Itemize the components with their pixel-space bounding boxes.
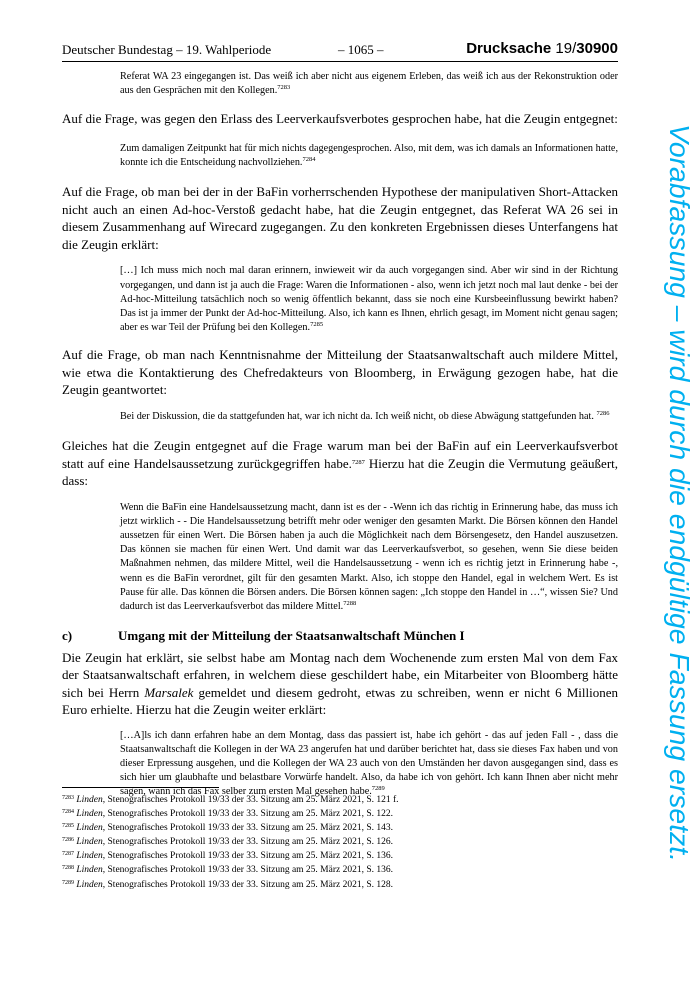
header-doc-label: Drucksache [466, 40, 556, 57]
footnote-number: 7283 [62, 795, 74, 801]
body-paragraph: Auf die Frage, ob man nach Kenntnisnahme der Mitteilung der Staatsanwaltschaft auch mildere Mittel, wie etwa die Kontaktierung des Chefredakteurs von Bloomberg, in Erwägung gezogen habe, hat die Zeugin geantwortet: [62, 347, 618, 398]
section-heading [62, 627, 618, 645]
footnote-ref[interactable]: 7283 [277, 84, 291, 92]
footnote-ref[interactable]: 7289 [371, 785, 385, 793]
section-number: c) [62, 628, 73, 644]
footnote-name: Linden [76, 795, 103, 805]
footnote-name: Linden [76, 865, 103, 876]
draft-watermark [648, 124, 696, 864]
footnote-text: , Stenografisches Protokoll 19/33 der 33. Sitzung am 25. März 2021, S. 121 f. [102, 795, 399, 805]
footnote-text: , Stenografisches Protokoll 19/33 der 33. Sitzung am 25. März 2021, S. 128. [102, 879, 394, 890]
person-name: Marsalek [144, 684, 194, 700]
footnote [62, 821, 618, 835]
watermark-text: Vorabfassung – wird durch die endgültige Fassung ersetzt. [664, 124, 695, 853]
header-doc-number: 30900 [576, 40, 618, 57]
body-paragraph [62, 649, 618, 719]
footnote-name: Linden [76, 851, 103, 862]
quote-text: […] Ich muss mich noch mal daran erinnern, inwieweit wir da auch vorgegangen sind. Aber wir sind in der Richtung vorgegangen, und dann ist ja auch die Frage: Waren die Informationen - also, wenn ich jetzt noch mal laut denke - bei der Ad-hoc-Mitteilung tatsächlich noch so wenig öffentlich bekannt, dass sie noch eine Kursbeeinflussung bewirkt haben? Das ist ja immer der Punkt der Ad-hoc-Mitteilung. Also, ich kann es Ihnen, ehrlich gesagt, im Moment nicht genau sagen; aber es war Teil der Prüfung bei den Kollegen. [120, 265, 618, 334]
footnote-ref[interactable]: 7287 [351, 458, 365, 466]
quote-text: Referat WA 23 eingegangen ist. Das weiß ich aber nicht aus eigenem Erleben, das weiß ich aus der Rekonstruktion oder aus den Gesprächen mit den Kollegen. [120, 71, 618, 97]
footnote [62, 863, 618, 877]
footnote-number: 7285 [62, 823, 74, 830]
footnote [62, 807, 618, 821]
page-header [62, 40, 618, 60]
footnote-number: 7284 [62, 809, 74, 816]
footnote-text: , Stenografisches Protokoll 19/33 der 33. Sitzung am 25. März 2021, S. 143. [102, 823, 394, 834]
footnote-name: Linden [76, 823, 103, 834]
footnotes [62, 793, 618, 892]
quote-text: Zum damaligen Zeitpunkt hat für mich nichts dagegengesprochen. Also, mit dem, was ich damals an Informationen hatte, konnte ich die Entscheidung nachvollziehen. [120, 142, 618, 169]
header-parliament: Deutscher Bundestag – 19. Wahlperiode [62, 42, 272, 57]
quote-block [120, 410, 618, 424]
body-paragraph: Auf die Frage, was gegen den Erlass des Leerverkaufsverbotes gesprochen habe, hat die Zeugin entgegnet: [62, 111, 618, 127]
footnote [62, 793, 618, 807]
quote-text: Wenn die BaFin eine Handelsaussetzung macht, dann ist es der - -Wenn ich das richtig in Erinnerung habe, das muss ich jetzt wirklich - - Die Handelsaussetzung betrifft mehr oder weniger den gesamten Markt. Die Börsen können den Handel aussetzen für einen Wert. Die Börsen haben ja auch die Möglichkeit nach dem Börsengesetz, den Handel auszusetzen. Das können sie machen für einen Wert. Und damit war das Leerverkaufsverbot, so gesehen, wenn Sie diese beiden Maßnahmen nehmen, das mildere Mittel, weil die Handelsaussetzung - wenn ich es richtig jetzt in Erinnerung habe -, wenn es die BaFin verordnet, gilt für den gesamten Markt. Also, ich stoppe den Handel, egal in welchem Wert. Es ist Pause für alle. Das können die Börsen anders. Die Börsen können sagen: „Ich stoppe den Handel in …“, wissen Sie? Und dadurch ist das Leerverkaufsverbot das mildere Mittel. [120, 501, 618, 612]
header-page-number: – 1065 – [338, 42, 384, 57]
footnote [62, 835, 618, 849]
footnote-number: 7287 [62, 851, 74, 858]
quote-block [120, 70, 618, 98]
footnote-number: 7288 [62, 865, 74, 872]
paragraph-text: Die Zeugin hat erklärt, sie selbst habe am Montag nach dem Wochenende zum ersten Mal von dem Fax der Staatsanwaltschaft erfahren, in welchem diese geschildert habe, ein Mitarbeiter von Bloomberg hätte sich bei Herrn [62, 649, 618, 700]
quote-block [120, 729, 618, 800]
footnote-name: Linden [76, 837, 103, 848]
quote-block [120, 264, 618, 335]
header-document-number [466, 40, 618, 57]
body-paragraph [62, 437, 618, 490]
quote-block [120, 501, 618, 615]
footnote-name: Linden [76, 809, 103, 820]
footnote-name: Linden [76, 879, 103, 890]
header-doc-period: 19/ [555, 40, 577, 57]
paragraph-text: Gleiches hat die Zeugin entgegnet auf die Frage warum man bei der BaFin auf ein Leerverkaufsverbot statt auf eine Handelsaussetzung zurückgegriffen habe. [62, 438, 618, 471]
footnote-text: , Stenografisches Protokoll 19/33 der 33. Sitzung am 25. März 2021, S. 122. [102, 809, 394, 820]
quote-block [120, 142, 618, 170]
watermark-svg [648, 124, 696, 864]
footnote-ref[interactable]: 7285 [310, 321, 324, 329]
footnote-text: , Stenografisches Protokoll 19/33 der 33. Sitzung am 25. März 2021, S. 126. [102, 837, 394, 848]
footnote-text: , Stenografisches Protokoll 19/33 der 33. Sitzung am 25. März 2021, S. 136. [102, 865, 394, 876]
section-title: Umgang mit der Mitteilung der Staatsanwaltschaft München I [118, 628, 465, 644]
footnote-number: 7286 [62, 837, 74, 844]
footnote [62, 878, 618, 892]
footnote [62, 849, 618, 863]
footnote-number: 7289 [62, 879, 74, 886]
footnote-text: , Stenografisches Protokoll 19/33 der 33. Sitzung am 25. März 2021, S. 136. [102, 851, 394, 862]
quote-text: Bei der Diskussion, die da stattgefunden hat, war ich nicht da. Ich weiß nicht, ob diese Abwägung stattgefunden hat. [120, 410, 597, 422]
body-paragraph: Auf die Frage, ob man bei der in der BaFin vorherrschenden Hypothese der manipulativen Short-Attacken nicht auch an einen Ad-hoc-Verstoß gedacht habe, hat die Zeugin entgegnet, das Referat WA 26 sei in diesem Zusammenhang auf Wirecard zugegangen. Zu den konkreten Ergebnissen dieses Unterfangens hat die Zeugin erklärt: [62, 184, 618, 252]
paragraph-text: Hierzu hat die Zeugin die Vermutung geäußert, dass: [62, 455, 619, 489]
footnote-ref[interactable]: 7288 [343, 599, 357, 607]
footnote-ref[interactable]: 7284 [302, 156, 316, 164]
footnote-rule [62, 787, 219, 788]
paragraph-text: gemeldet und diesem gedroht, etwas zu schreiben, wenn er nicht 6 Millionen Euro erhielte. Hierzu hat die Zeugin weiter erklärt: [62, 684, 618, 718]
header-rule [62, 61, 618, 62]
quote-text: […A]ls ich dann erfahren habe an dem Montag, dass das passiert ist, habe ich gehört - das auf jeden Fall - , dass die Staatsanwaltschaft die Kollegen in der WA 23 angerufen hat und darüber berichtet hat, dass sie dieses Fax haben und von dieser Erpressung ausgehen, und die Kollegen der WA 23 auch von den Umständen her davon ausgegangen sind, dass es sich hier um glaubhafte und belastbare Vorwürfe handelt. Also, da habe ich von gehört. Ich kann Ihnen aber nicht mehr sagen, wann ich das Fax selber zum ersten Mal gesehen habe. [120, 729, 618, 798]
page-body [62, 70, 618, 800]
footnote-ref[interactable]: 7286 [596, 409, 610, 417]
